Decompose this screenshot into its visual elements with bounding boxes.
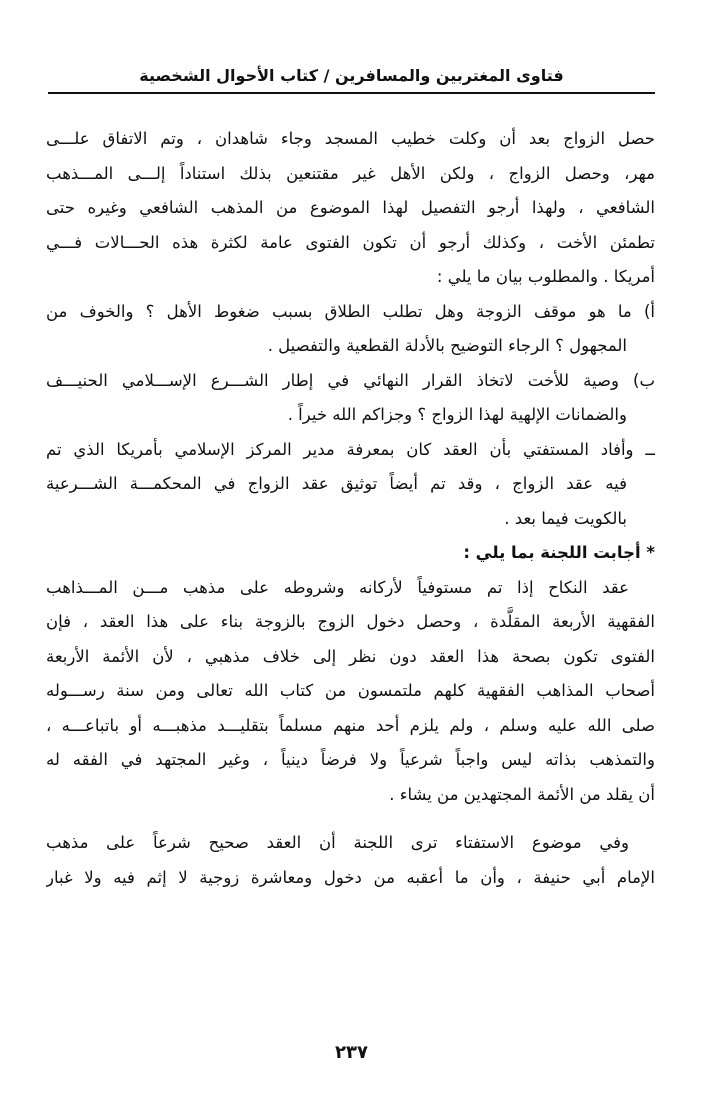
text-line: الفتوى تكون بصحة هذا العقد دون نظر إلى خلاف مذهبي ، لأن الأئمة الأربعة [46, 646, 655, 666]
text-line: والتمذهب بذاته ليس واجباً شرعياً ولا فرضاً دينياً ، وغير المجتهد في الفقه له [46, 750, 655, 769]
text-line: أن يقلد من الأئمة المجتهدين من يشاء . [389, 784, 655, 804]
text-line: والضمانات الإلهية لهذا الزواج ؟ وجزاكم الله خيراً . [287, 405, 627, 424]
text-line: أصحاب المذاهب الفقهية كلهم ملتمسون من كتاب الله تعالى ومن سنة رســـوله [46, 681, 655, 700]
text-line: الإمام أبي حنيفة ، وأن ما أعقبه من دخول ومعاشرة زوجية لا إثم فيه ولا غبار [46, 867, 655, 887]
text-line: تطمئن الأخت ، وكذلك أرجو أن تكون الفتوى عامة لكثرة هذه الحـــالات فـــي [46, 232, 655, 252]
answer-heading: * أجابت اللجنة بما يلي : [463, 543, 655, 562]
text-line: مهر، وحصل الزواج ، ولكن الأهل غير مقتنعين بذلك استناداً إلـــى المـــذهب [46, 163, 655, 183]
question-item-a: أ) ما هو موقف الزوجة وهل تطلب الطلاق بسبب ضغوط الأهل ؟ والخوف من [46, 301, 655, 321]
running-header: فتاوى المغتربين والمسافرين / كتاب الأحوال الشخصية [139, 66, 564, 85]
text-line: أمريكا . والمطلوب بيان ما يلي : [436, 267, 655, 286]
text-line: حصل الزواج بعد أن وكلت خطيب المسجد وجاء شاهدان ، وتم الاتفاق علـــى [46, 129, 655, 148]
text-line: الفقهية الأربعة المقلَّدة ، وحصل دخول الزوج بالزوجة بناء على هذا العقد ، فإن [46, 612, 655, 631]
header-rule [48, 92, 655, 94]
text-line: وفي موضوع الاستفتاء ترى اللجنة أن العقد صحيح شرعاً على مذهب [46, 833, 629, 852]
note-line: ــ وأفاد المستفتي بأن العقد كان بمعرفة مدير المركز الإسلامي بأمريكا الذي تم [46, 439, 655, 459]
question-item-b: ب) وصية للأخت لاتخاذ القرار النهائي في إطار الشـــرع الإســـلامي الحنيـــف [46, 370, 655, 390]
text-line: فيه عقد الزواج ، وقد تم أيضاً توثيق عقد الزواج في المحكمـــة الشـــرعية [46, 474, 627, 493]
text-line: صلى الله عليه وسلم ، ولم يلزم أحد منهم مسلماً بتقليـــد مذهبـــه أو باتباعـــه ، [46, 715, 655, 735]
text-line: بالكويت فيما بعد . [504, 508, 627, 528]
paragraph-gap [46, 812, 655, 826]
text-line: الشافعي ، ولهذا أرجو التفصيل لهذا الموضوع من المذهب الشافعي وغيره حتى [46, 198, 655, 217]
text-line: المجهول ؟ الرجاء التوضيح بالأدلة القطعية والتفصيل . [267, 336, 627, 355]
text-line: عقد النكاح إذا تم مستوفياً لأركانه وشروطه على مذهب مـــن المـــذاهب [46, 577, 629, 597]
page-number: ٢٣٧ [335, 1042, 368, 1063]
body-text [46, 122, 655, 895]
